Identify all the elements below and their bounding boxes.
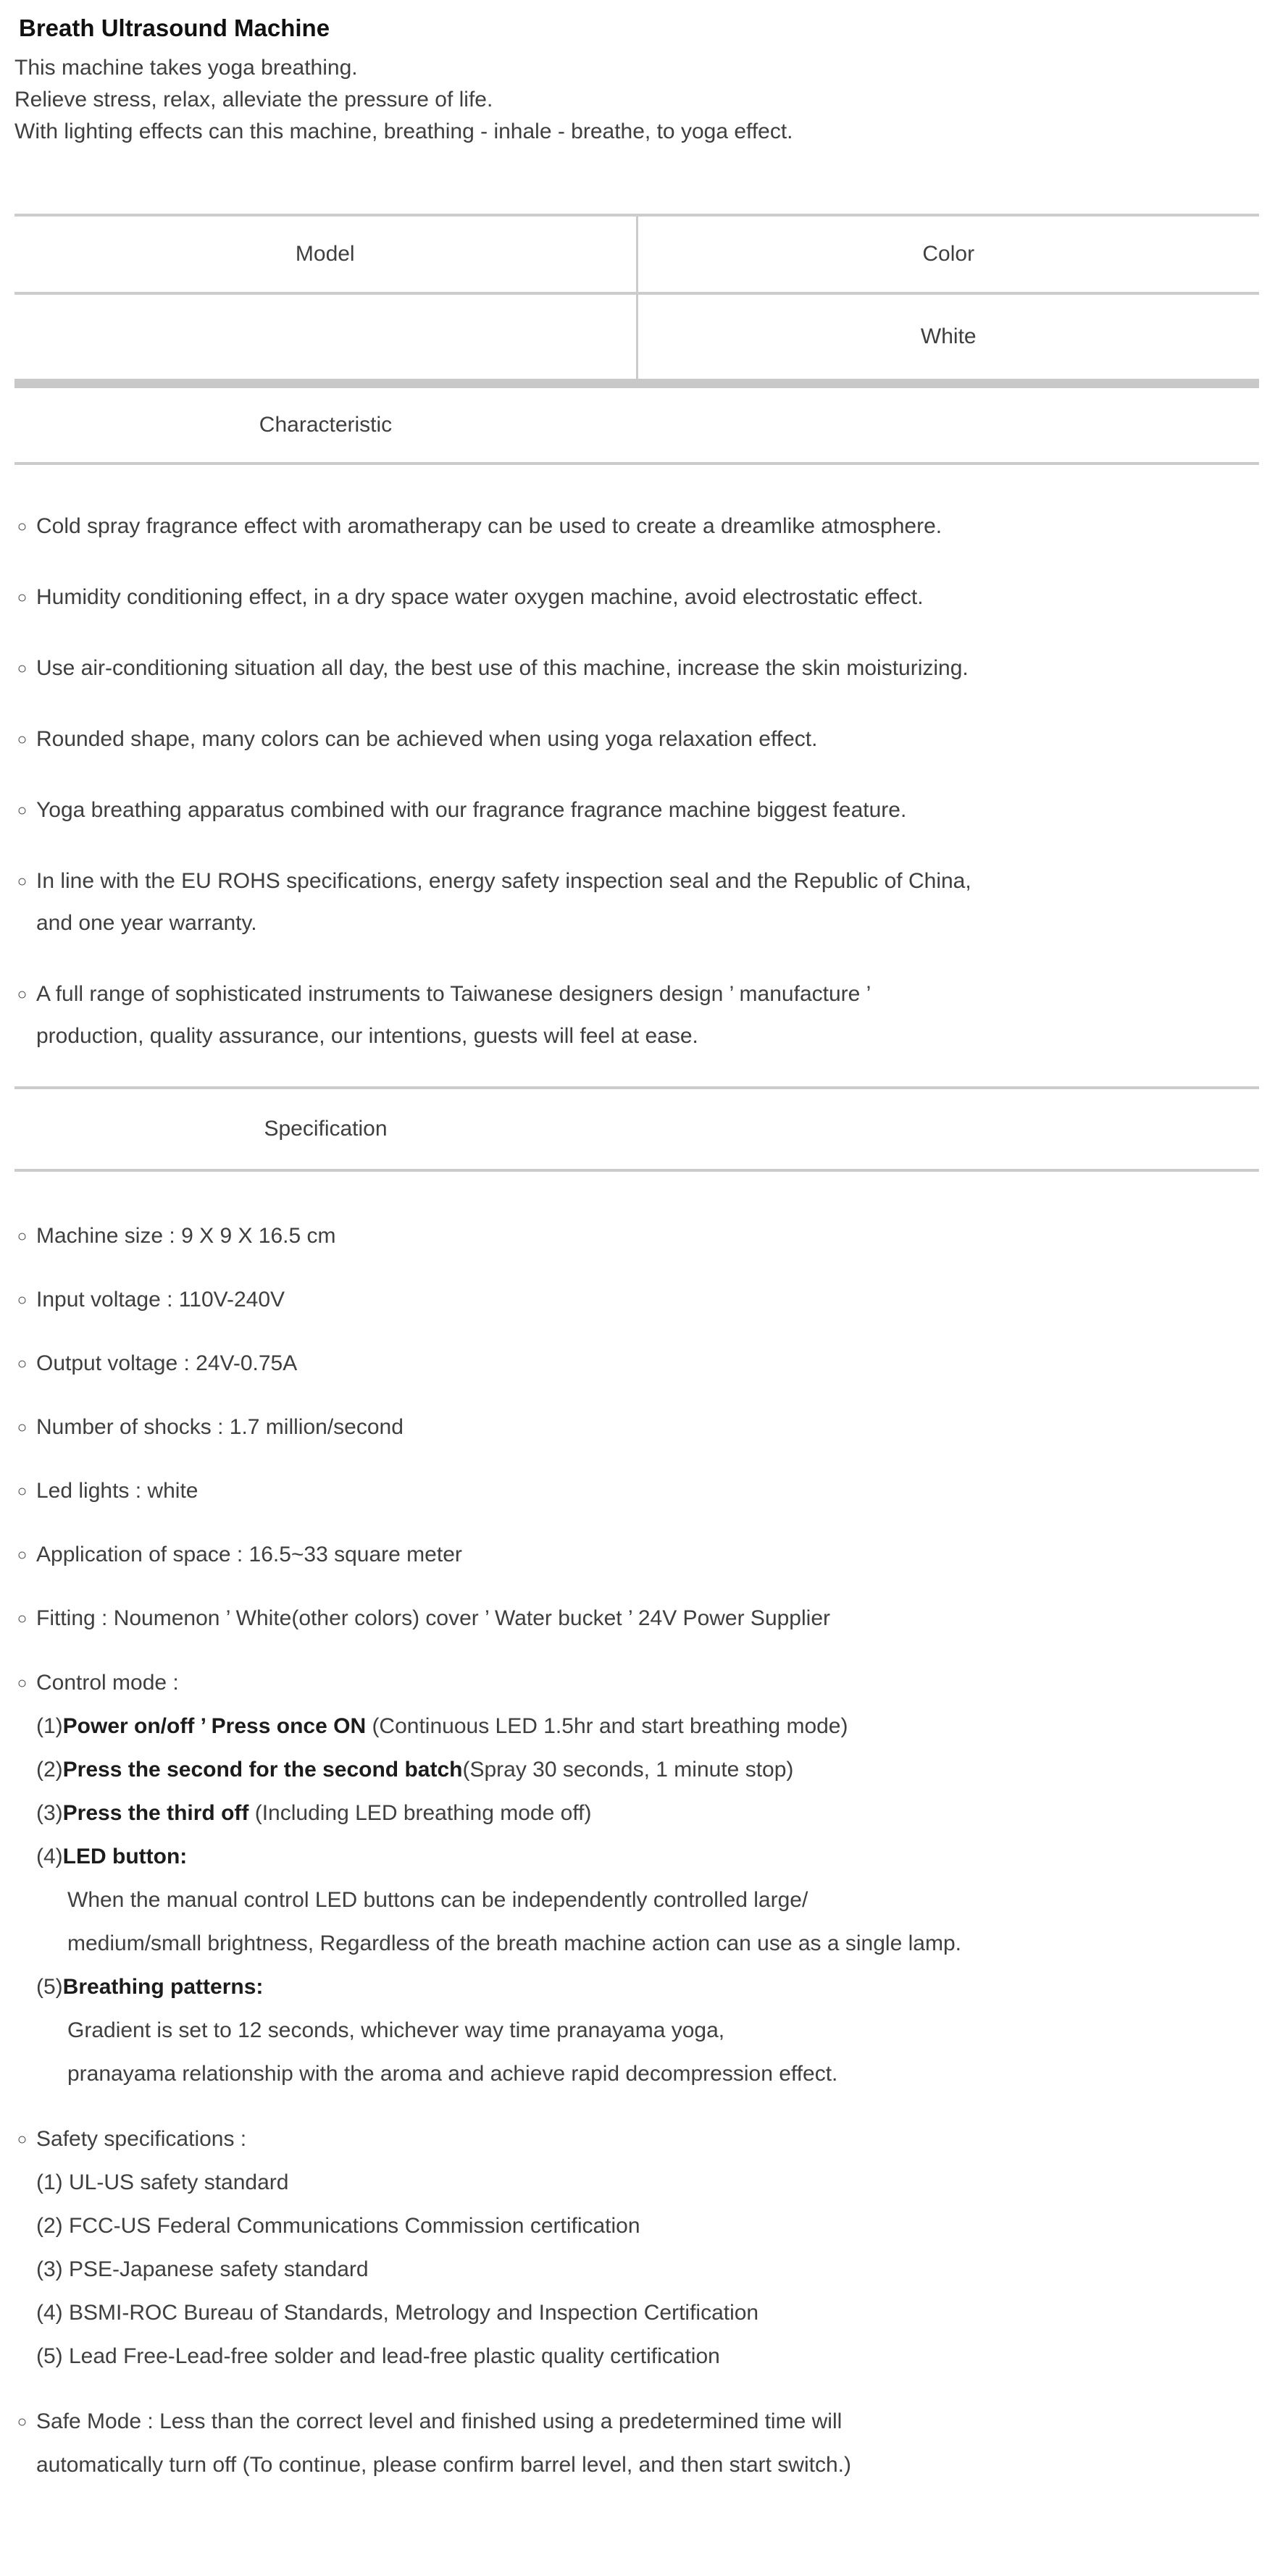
spec-item-output-voltage: ◦ Output voltage : 24V-0.75A [36,1343,1259,1385]
table-value-row [14,295,1259,388]
control-mode-step-1 [36,1705,1259,1748]
characteristic-item-line: ◦ In line with the EU ROHS specifications, energy safety inspection seal and the Republic of China, [36,869,971,893]
characteristic-item: ◦ Use air-conditioning situation all day, the best use of this machine, increase the skin moisturizing. [36,647,1259,689]
step-number: (3) [36,1801,63,1825]
intro-line-3: With lighting effects can this machine, breathing - inhale - breathe, to yoga effect. [14,119,793,143]
spec-item-input-voltage: ◦ Input voltage : 110V-240V [36,1279,1259,1321]
spec-item-number-of-shocks: ◦ Number of shocks : 1.7 million/second [36,1406,1259,1448]
step-number: (4) [36,1845,63,1868]
step-bold-text: LED button: [62,1845,188,1868]
characteristic-item-line: and one year warranty. [36,911,257,935]
characteristic-item [36,973,1259,1057]
safety-item: (3) PSE-Japanese safety standard [36,2257,369,2281]
control-mode-step-2 [36,1748,1259,1792]
characteristic-item: ◦ Yoga breathing apparatus combined with our fragrance fragrance machine biggest feature. [36,789,1259,831]
table-cell-color-value: White [920,324,977,348]
control-mode-step-4-detail: When the manual control LED buttons can be independently controlled large/ [67,1888,808,1912]
step-detail-text: (Continuous LED 1.5hr and start breathing mode) [366,1714,848,1738]
characteristic-list [14,505,1259,1057]
table-header-color: Color [922,242,975,266]
safety-item: (2) FCC-US Federal Communications Commission certification [36,2214,640,2238]
spec-item-application-of-space: ◦ Application of space : 16.5~33 square meter [36,1534,1259,1576]
control-mode-step-5-detail: pranayama relationship with the aroma and achieve rapid decompression effect. [67,2062,838,2086]
characteristic-item: ◦ Humidity conditioning effect, in a dry space water oxygen machine, avoid electrostatic effect. [36,576,1259,618]
step-number: (5) [36,1975,63,1999]
safe-mode-line: automatically turn off (To continue, please confirm barrel level, and then start switch.) [36,2453,851,2477]
page-title: Breath Ultrasound Machine [19,14,330,41]
intro-line-1: This machine takes yoga breathing. [14,56,358,80]
table-cell-model-value [14,295,638,379]
control-mode-step-5-detail: Gradient is set to 12 seconds, whichever way time pranayama yoga, [67,2018,725,2042]
spec-item-safety-specifications [36,2118,1259,2378]
model-color-table [14,214,1259,388]
step-number: (2) [36,1758,63,1782]
specification-heading: Specification [264,1117,388,1141]
characteristic-section-header [14,388,1259,465]
characteristic-item: ◦ Rounded shape, many colors can be achieved when using yoga relaxation effect. [36,718,1259,760]
intro-paragraph [14,52,1259,148]
safety-specifications-label: ◦ Safety specifications : [36,2127,247,2151]
step-bold-text: Press the second for the second batch [62,1758,463,1782]
safety-item: (4) BSMI-ROC Bureau of Standards, Metrology and Inspection Certification [36,2301,759,2325]
characteristic-item-line: ◦ A full range of sophisticated instruments to Taiwanese designers design ’ manufacture ’ [36,982,871,1006]
control-mode-step-3 [36,1792,1259,1835]
spec-item-fitting: ◦ Fitting : Noumenon ’ White(other colors) cover ’ Water bucket ’ 24V Power Supplier [36,1598,1259,1640]
step-detail-text: (Including LED breathing mode off) [248,1801,592,1825]
specification-section-header [14,1086,1259,1172]
table-header-row [14,217,1259,295]
control-mode-step-4 [36,1835,1259,1879]
characteristic-item: ◦ Cold spray fragrance effect with aromatherapy can be used to create a dreamlike atmosphere. [36,505,1259,547]
characteristic-heading: Characteristic [259,413,393,437]
spec-item-control-mode [36,1661,1259,2096]
control-mode-label: ◦ Control mode : [36,1671,179,1695]
step-number: (1) [36,1714,63,1738]
spec-item-machine-size: ◦ Machine size : 9 X 9 X 16.5 cm [36,1215,1259,1257]
specification-list [14,1215,1259,2487]
step-bold-text: Breathing patterns: [62,1975,264,1999]
spec-item-led-lights: ◦ Led lights : white [36,1470,1259,1512]
characteristic-item [36,860,1259,944]
safe-mode-line: ◦ Safe Mode : Less than the correct level and finished using a predetermined time will [36,2409,843,2433]
characteristic-item-line: production, quality assurance, our intentions, guests will feel at ease. [36,1024,698,1048]
step-bold-text: Press the third off [62,1801,249,1825]
safety-item: (5) Lead Free-Lead-free solder and lead-free plastic quality certification [36,2344,720,2368]
control-mode-step-5 [36,1965,1259,2009]
safety-item: (1) UL-US safety standard [36,2170,289,2194]
spec-item-safe-mode [36,2400,1259,2487]
intro-line-2: Relieve stress, relax, alleviate the pressure of life. [14,88,493,112]
table-header-model: Model [14,217,638,292]
step-bold-text: Power on/off ’ Press once ON [62,1714,367,1738]
step-detail-text: (Spray 30 seconds, 1 minute stop) [462,1758,794,1782]
control-mode-step-4-detail: medium/small brightness, Regardless of the breath machine action can use as a single lamp. [67,1931,961,1955]
